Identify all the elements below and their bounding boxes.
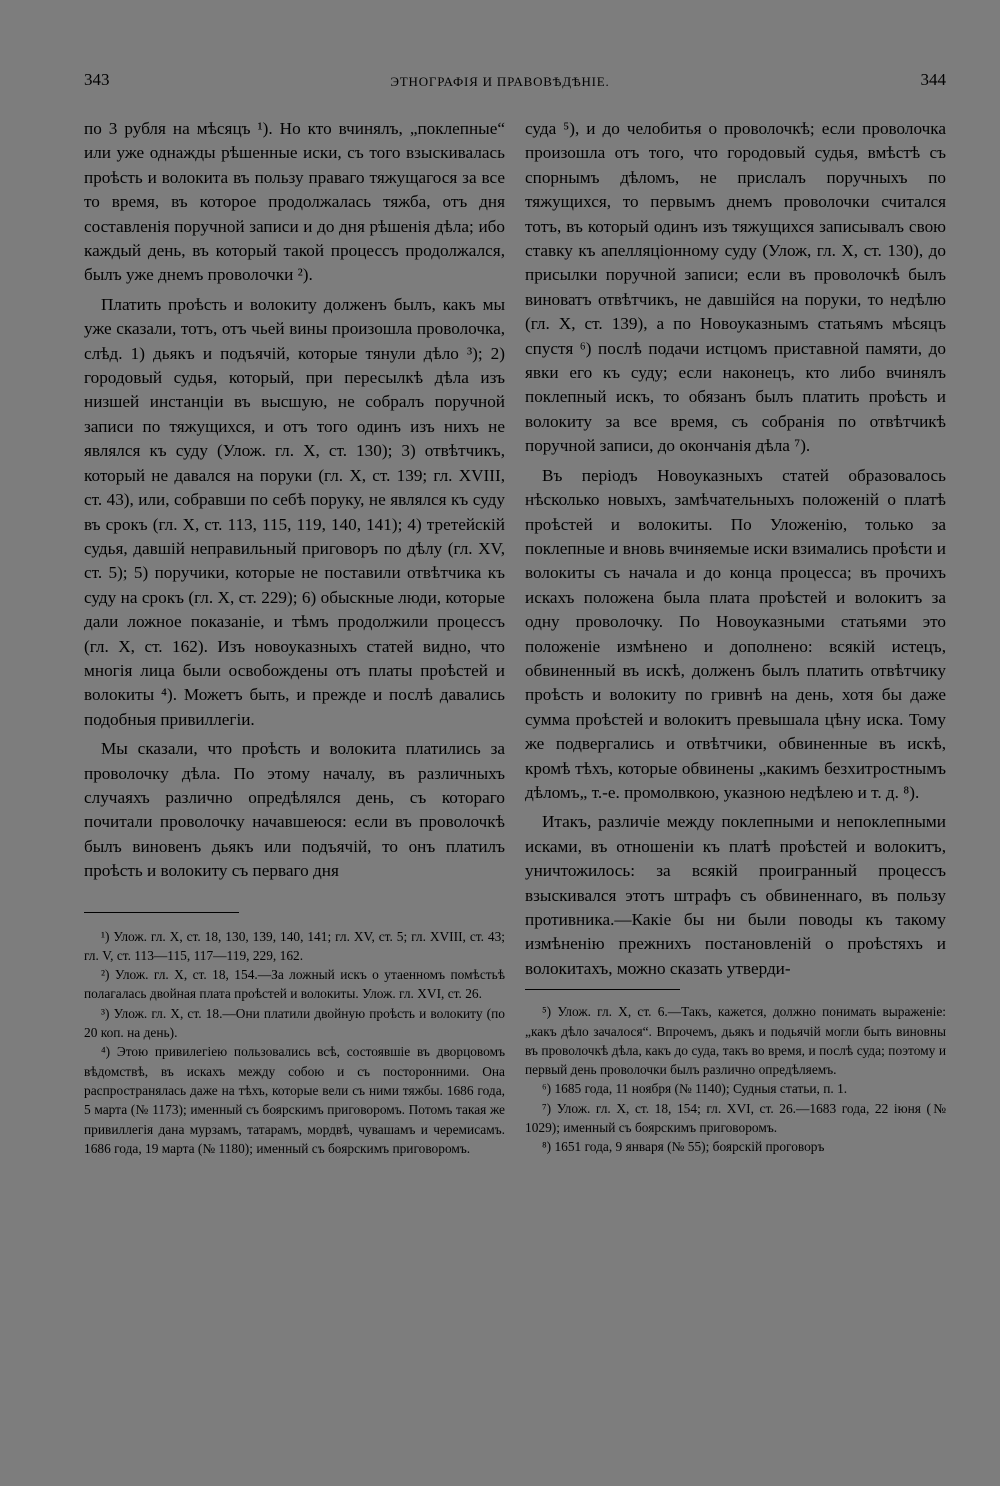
footnote: ⁶) 1685 года, 11 ноября (№ 1140); Судныя статьи, п. 1. — [542, 1081, 848, 1097]
paragraph: Платить проѣсть и волокиту долженъ былъ, какъ мы уже сказали, тотъ, отъ чьей вины произошла проволочка, слѣд. 1) дьякъ и подъячій, которые тянули дѣло ³); 2) городовый судья, который, при пересылкѣ дѣла изъ низшей инстанціи въ высшую, не собралъ поручной записи по тяжущихся, и отъ того одинъ изъ нихъ не являлся къ суду (Улож. гл. X, ст. 130); 3) отвѣтчикъ, который не давался на поруки (гл. X, ст. 139; гл. XVIII, ст. 43), или, собравши по себѣ поруку, не являлся къ суду въ срокъ (гл. X, ст. 113, 115, 119, 140, 141); 4) третейскій судья, давшій неправильный приговоръ по дѣлу (гл. XV, ст. 5); 5) поручики, которые не поставили отвѣтчика къ суду на срокъ (гл. X, ст. 229); 6) обыскные люди, которые дали ложное показаніе, и тѣмъ продолжили процессъ (гл. X, ст. 162). Изъ новоуказныхъ статей видно, что многія лица были освобождены отъ платы проѣстей и волокиты ⁴). Можетъ быть, и прежде и послѣ давались подобныя привиллегіи. — [84, 294, 505, 729]
footnote: ⁵) Улож. гл. X, ст. 6.—Такъ, кажется, должно понимать выраженіе: „какъ дѣло зачалося“. Впрочемъ, дьякъ и подьячій могли быть виновны въ проволочкѣ дѣла, какъ до суда, такъ во время, и послѣ суда; поэтому и первый день проволочки былъ различно опредѣляемъ. — [525, 1004, 946, 1078]
paragraph: по 3 рубля на мѣсяцъ ¹). Но кто вчинялъ, „поклепные“ или уже однажды рѣшенные иски, съ того взыскивалась проѣсть и волокита въ пользу праваго тяжущагося за все то время, въ которое продолжалась тяжба, отъ дня составленія поручной записи и до дня рѣшенія дѣла; ибо каждый день, въ который такой процессъ продолжался, былъ уже днемъ проволочки ²). — [84, 119, 505, 285]
left-column — [84, 117, 505, 1158]
footnote-divider — [525, 989, 680, 990]
footnote-divider — [84, 912, 239, 913]
right-column — [525, 117, 946, 1157]
footnote: ⁸) 1651 года, 9 января (№ 55); боярскій проговоръ — [542, 1139, 825, 1155]
paragraph: Мы сказали, что проѣсть и волокита платились за проволочку дѣла. По этому началу, въ различныхъ случаяхъ различно опредѣлялся день, съ котораго почитали проволочку начавшеюся: если въ проволочкѣ былъ виновенъ дьякъ или подъячій, то онъ платилъ проѣсть и волокиту съ перваго дня — [84, 739, 505, 881]
footnote: ³) Улож. гл. X, ст. 18.—Они платили двойную проѣсть и волокиту (по 20 коп. на день). — [84, 1005, 505, 1041]
running-title: ЭТНОГРАФІЯ И ПРАВОВѢДѢНІЕ. — [390, 74, 610, 89]
paragraph: Въ періодъ Новоуказныхъ статей образовалось нѣсколько новыхъ, замѣчательныхъ положеній о платѣ проѣстей и волокиты. По Уложенію, только за поклепные и вновь вчиняемые иски взимались проѣсти и волокиты съ начала и до конца процесса; въ прочихъ искахъ положена была плата проѣстей и волокитъ за одну проволочку. По Новоуказными статьями это положеніе измѣнено и дополнено: всякій истецъ, обвиненный въ искѣ, долженъ былъ платить отвѣтчику проѣсть и волокиту по гривнѣ на день, хотя бы даже сумма проѣстей и волокитъ превышала цѣну иска. Тому же подвергались и отвѣтчики, обвиненные въ искѣ, кромѣ тѣхъ, которые обвинены „какимъ безхитростнымъ дѣломъ„ т.-е. промолвкою, указною недѣлею и т. д. ⁸). — [525, 465, 946, 802]
paragraph: Итакъ, различіе между поклепными и непоклепными исками, въ отношеніи къ платѣ проѣстей и волокитъ, уничтожилось: за всякій проигранный процессъ взыскивался этотъ штрафъ съ обвиненнаго, въ пользу противника.—Какіе бы ни были поводы къ такому измѣненію прежнихъ постановленій о проѣстяхъ и волокитахъ, можно сказать утверди- — [525, 812, 946, 978]
footnote: ⁷) Улож. гл. X, ст. 18, 154; гл. XVI, ст. 26.—1683 года, 22 іюня (№ 1029); именный съ боярскимъ приговоромъ. — [525, 1100, 946, 1135]
page-number-right: 344 — [920, 70, 946, 89]
footnote: ⁴) Этою привилегіею пользовались всѣ, состоявшіе въ дворцовомъ вѣдомствѣ, въ искахъ между собою и съ посторонними. Она распространялась даже на тѣхъ, которые вели съ ними тяжбы. 1686 года, 5 марта (№ 1173); именный съ боярскимъ приговоромъ. Потомъ такая же привиллегія дана мурзамъ, татарамъ, мордвѣ, чувашамъ и черемисамъ. 1686 года, 19 марта (№ 1180); именный съ боярскимъ приговоромъ. — [84, 1044, 505, 1156]
footnote: ¹) Улож. гл. X, ст. 18, 130, 139, 140, 141; гл. XV, ст. 5; гл. XVIII, ст. 43; гл. V, ст. 113—115, 117—119, 229, 162. — [84, 928, 505, 963]
paragraph: суда ⁵), и до челобитья о проволочкѣ; если проволочка произошла отъ того, что городовый судья, вмѣстѣ съ спорнымъ дѣломъ, не прислалъ поручныхъ по тяжущихся, то первымъ днемъ проволочки считался тотъ, въ который одинъ изъ тяжущихся записывалъ свою ставку къ апелляціонному суду (Улож, гл. X, ст. 130), до присылки поручной записи; если въ проволочкѣ былъ виноватъ отвѣтчикъ, не давшійся на поруки, то недѣлю (гл. X, ст. 139), а по Новоуказнымъ статьямъ мѣсяцъ спустя ⁶) послѣ подачи истцомъ приставной памяти, до явки его къ суду; если наконецъ, кто либо вчинялъ поклепный искъ, то обязанъ былъ платить проѣсть и волокиту за все время, съ собранія по отвѣтчикѣ поручной записи, до окончанія дѣла ⁷). — [525, 119, 946, 456]
footnote: ²) Улож. гл. X, ст. 18, 154.—За ложный искъ о утаенномъ помѣстьѣ полагалась двойная плата проѣстей и волокиты. Улож. гл. XVI, ст. 26. — [84, 967, 505, 1002]
page-number-left: 343 — [84, 70, 110, 89]
